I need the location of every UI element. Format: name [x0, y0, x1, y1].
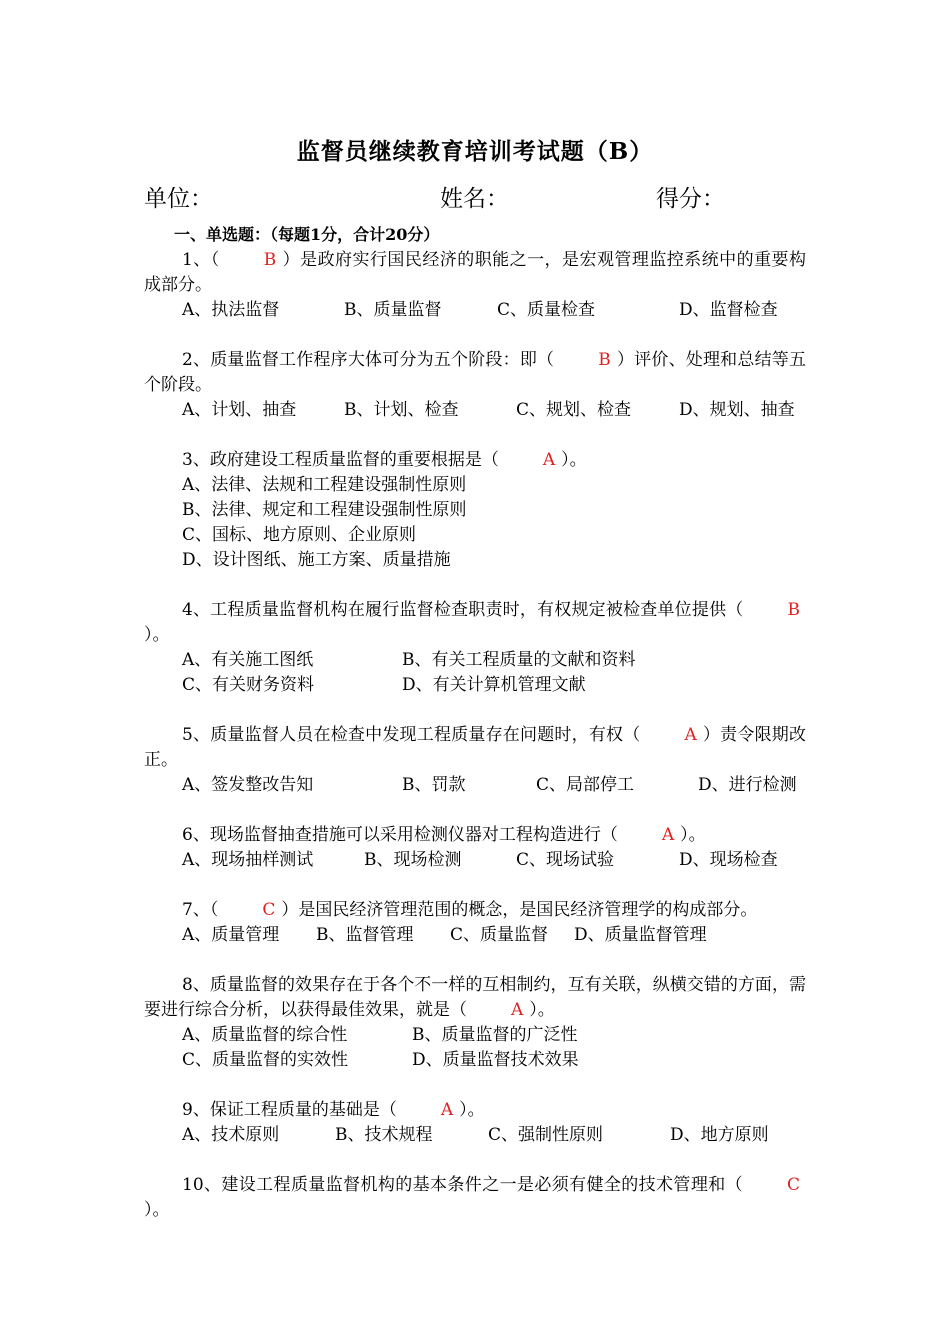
option: A、质量管理: [182, 925, 280, 945]
options-row: [144, 523, 806, 548]
question-2: [144, 348, 806, 423]
options-row: [144, 648, 806, 673]
option: A、签发整改告知: [182, 775, 314, 795]
options-row: [144, 1048, 806, 1073]
options-row: [144, 923, 806, 948]
option: D、规划、抽查: [679, 400, 795, 420]
option: C、质量检查: [497, 300, 596, 320]
option: B、技术规程: [335, 1125, 433, 1145]
question-stem: 4、工程质量监督机构在履行监督检查职责时，有权规定被检查单位提供（ B）。: [144, 598, 806, 648]
question-stem: 9、保证工程质量的基础是（ A ）。: [144, 1098, 806, 1123]
question-stem: 5、质量监督人员在检查中发现工程质量存在问题时，有权（ A ）责令限期改正。: [144, 725, 806, 770]
answer-mark: A: [684, 725, 697, 745]
options-row: [144, 548, 806, 573]
answer-mark: A: [542, 450, 556, 470]
question-stem: 3、政府建设工程质量监督的重要根据是（ A ）。: [144, 448, 806, 473]
option: B、质量监督的广泛性: [412, 1025, 578, 1045]
section-heading: 一、单选题：（每题1分，合计20分）: [174, 225, 440, 244]
answer-mark: B: [787, 600, 800, 620]
answer-mark: A: [440, 1100, 454, 1120]
answer-mark: C: [262, 900, 276, 920]
option: A、质量监督的综合性: [182, 1025, 348, 1045]
answer-mark: A: [661, 825, 675, 845]
option: C、规划、检查: [516, 400, 632, 420]
answer-mark: A: [511, 1000, 524, 1020]
exam-header: [144, 176, 806, 220]
option: C、质量监督: [450, 925, 549, 945]
option: B、有关工程质量的文献和资料: [402, 650, 636, 670]
answer-mark: B: [598, 350, 611, 370]
question-stem: 2、质量监督工作程序大体可分为五个阶段：即（ B ）评价、处理和总结等五个阶段。: [144, 350, 806, 395]
question-stem: 1、（ B ）是政府实行国民经济的职能之一，是宏观管理监控系统中的重要构成部分。: [144, 250, 806, 295]
question-4: [144, 598, 806, 698]
option: A、计划、抽查: [182, 400, 297, 420]
question-stem: 8、质量监督的效果存在于各个不一样的互相制约，互有关联，纵横交错的方面，需要进行综合分析，以获得最佳效果，就是（ A ）。: [144, 973, 806, 1023]
option: A、技术原则: [182, 1125, 280, 1145]
option: B、法律、规定和工程建设强制性原则: [182, 500, 467, 520]
option: A、有关施工图纸: [182, 650, 314, 670]
options-row: [144, 848, 806, 873]
option: D、进行检测: [698, 775, 797, 795]
option: D、地方原则: [670, 1125, 769, 1145]
option: D、质量监督技术效果: [412, 1050, 579, 1070]
score-label: 得分：: [656, 186, 725, 212]
question-3: [144, 448, 806, 573]
option: A、法律、法规和工程建设强制性原则: [182, 475, 467, 495]
option: B、计划、检查: [344, 400, 459, 420]
options-row: [144, 298, 806, 323]
unit-label: 单位：: [144, 186, 213, 212]
option: C、强制性原则: [488, 1125, 604, 1145]
option: D、现场检查: [679, 850, 778, 870]
option: D、设计图纸、施工方案、质量措施: [182, 550, 451, 570]
option: B、质量监督: [344, 300, 442, 320]
option: B、现场检测: [364, 850, 462, 870]
options-row: [144, 498, 806, 523]
option: C、国标、地方原则、企业原则: [182, 525, 417, 545]
option: C、质量监督的实效性: [182, 1050, 349, 1070]
name-label: 姓名：: [440, 186, 509, 212]
page-title: 监督员继续教育培训考试题（B）: [296, 138, 654, 165]
option: D、监督检查: [679, 300, 778, 320]
question-stem: 6、现场监督抽查措施可以采用检测仪器对工程构造进行（ A ）。: [144, 823, 806, 848]
option: C、局部停工: [536, 775, 635, 795]
options-row: [144, 1023, 806, 1048]
answer-mark: C: [786, 1175, 800, 1195]
options-row: [144, 773, 806, 798]
question-9: [144, 1098, 806, 1148]
option: C、有关财务资料: [182, 675, 315, 695]
option: D、有关计算机管理文献: [402, 675, 586, 695]
answer-mark: B: [263, 250, 277, 270]
options-row: [144, 473, 806, 498]
options-row: [144, 673, 806, 698]
question-7: [144, 898, 806, 948]
option: B、监督管理: [316, 925, 414, 945]
question-stem: 10、建设工程质量监督机构的基本条件之一是必须有健全的技术管理和（ C）。: [144, 1173, 806, 1223]
question-stem: 7、（ C ）是国民经济管理范围的概念，是国民经济管理学的构成部分。: [144, 898, 806, 923]
question-5: [144, 723, 806, 798]
question-8: [144, 973, 806, 1073]
options-row: [144, 1123, 806, 1148]
options-row: [144, 398, 806, 423]
question-10: [144, 1173, 806, 1223]
question-6: [144, 823, 806, 873]
option: A、执法监督: [182, 300, 280, 320]
option: D、质量监督管理: [574, 925, 707, 945]
option: B、罚款: [402, 775, 466, 795]
option: C、现场试验: [516, 850, 615, 870]
question-1: [144, 248, 806, 323]
option: A、现场抽样测试: [182, 850, 314, 870]
